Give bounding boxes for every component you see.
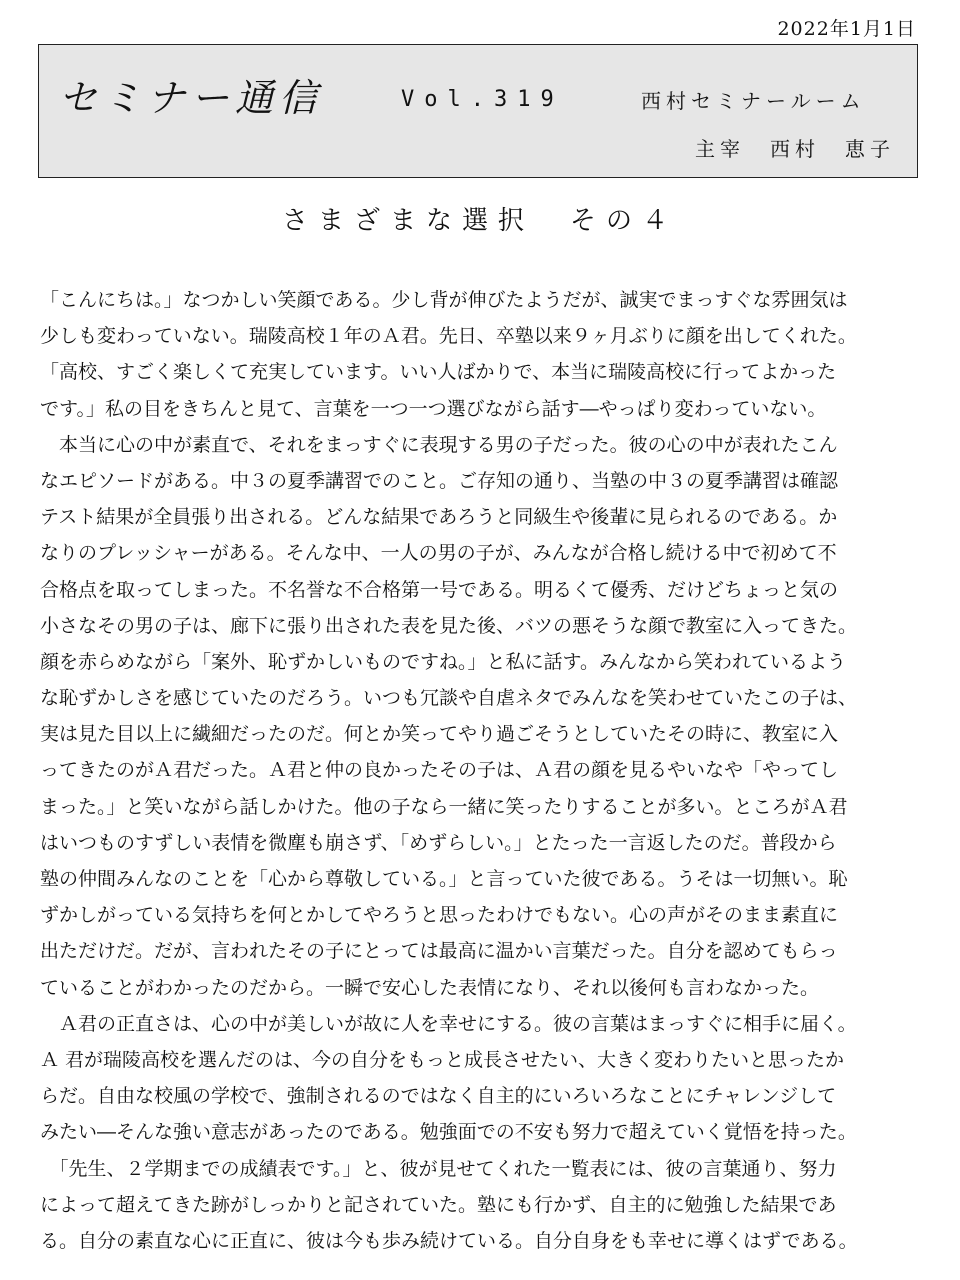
body-line: Ａ君の正直さは、心の中が美しいが故に人を幸せにする。彼の言葉はまっすぐに相手に届く。 bbox=[40, 1012, 857, 1035]
body-line: 「高校、すごく楽しくて充実しています。いい人ばかりで、本当に瑞陵高校に行ってよかった bbox=[40, 361, 837, 384]
issue-date: 2022年1月1日 bbox=[777, 18, 916, 40]
newsletter-title: セミナー通信 bbox=[59, 76, 324, 120]
body-line: 出ただけだ。だが、言われたその子にとっては最高に温かい言葉だった。自分を認めてもらっ bbox=[40, 940, 838, 963]
body-line: はいつものすずしい表情を微塵も崩さず、「めずらしい。」とたった一言返したのだ。普段から bbox=[40, 831, 837, 854]
body-line: 塾の仲間みんなのことを「心から尊敬している。」と言っていた彼である。うそは一切無い。恥 bbox=[40, 868, 848, 890]
body-line: まった。」と笑いながら話しかけた。他の子なら一緒に笑ったりすることが多い。ところがＡ君 bbox=[40, 795, 848, 818]
body-line: らだ。自由な校風の学校で、強制されるのではなく自主的にいろいろなことにチャレンジして bbox=[40, 1085, 837, 1108]
body-line: Ａ 君が瑞陵高校を選んだのは、今の自分をもっと成長させたい、大きく変わりたいと思ったか bbox=[40, 1048, 845, 1071]
body-line: 「先生、２学期までの成績表です。」と、彼が見せてくれた一覧表には、彼の言葉通り、努力 bbox=[40, 1157, 837, 1180]
organizer-name: 主宰 西村 恵子 bbox=[695, 137, 895, 161]
body-line: 「こんにちは。」なつかしい笑顔である。少し背が伸びたようだが、誠実でまっすぐな雰囲気は bbox=[40, 289, 848, 311]
body-line: 実は見た目以上に繊細だったのだ。何とか笑ってやり過ごそうとしていたその時に、教室に入 bbox=[40, 723, 839, 746]
organization-name: 西村セミナールーム bbox=[641, 89, 866, 113]
body-line: ってきたのがＡ君だった。Ａ君と仲の良かったその子は、Ａ君の顔を見るやいなや「やってし bbox=[40, 759, 839, 782]
body-line: ていることがわかったのだから。一瞬で安心した表情になり、それ以後何も言わなかった。 bbox=[40, 976, 820, 999]
article-title: さまざまな選択 その４ bbox=[281, 206, 678, 236]
body-line: によって超えてきた跡がしっかりと記されていた。塾にも行かず、自主的に勉強した結果であ bbox=[40, 1193, 837, 1216]
body-line: なエピソードがある。中３の夏季講習でのこと。ご存知の通り、当塾の中３の夏季講習は確認 bbox=[40, 469, 839, 492]
body-line: る。自分の素直な心に正直に、彼は今も歩み続けている。自分自身をも幸せに導くはずである。 bbox=[40, 1229, 858, 1252]
article-body bbox=[40, 282, 920, 1259]
body-line: ずかしがっている気持ちを何とかしてやろうと思ったわけでもない。心の声がそのまま素直に bbox=[40, 904, 839, 927]
body-line: なりのプレッシャーがある。そんな中、一人の男の子が、みんなが合格し続ける中で初めて不 bbox=[40, 542, 837, 565]
body-line: みたい―そんな強い意志があったのである。勉強面での不安も努力で超えていく覚悟を持った。 bbox=[40, 1121, 857, 1144]
body-line: な恥ずかしさを感じていたのだろう。いつも冗談や自虐ネタでみんなを笑わせていたこの子は、 bbox=[40, 687, 858, 710]
masthead bbox=[38, 44, 918, 178]
body-line: 小さなその男の子は、廊下に張り出された表を見た後、バツの悪そうな顔で教室に入ってきた。 bbox=[40, 614, 858, 637]
body-line: 顔を赤らめながら「案外、恥ずかしいものですね。」と私に話す。みんなから笑われているよう bbox=[40, 650, 846, 673]
body-line: です。」私の目をきちんと見て、言葉を一つ一つ選びながら話す―やっぱり変わっていない。 bbox=[40, 397, 827, 420]
body-line: 合格点を取ってしまった。不名誉な不合格第一号である。明るくて優秀、だけどちょっと気の bbox=[40, 578, 839, 601]
body-line: テスト結果が全員張り出される。どんな結果であろうと同級生や後輩に見られるのである。か bbox=[40, 506, 838, 529]
volume-number: Vol.319 bbox=[401, 87, 564, 112]
body-line: 少しも変わっていない。瑞陵高校１年のＡ君。先日、卒塾以来９ヶ月ぶりに顔を出してくれた。 bbox=[40, 325, 857, 348]
body-line: 本当に心の中が素直で、それをまっすぐに表現する男の子だった。彼の心の中が表れたこん bbox=[40, 433, 838, 456]
